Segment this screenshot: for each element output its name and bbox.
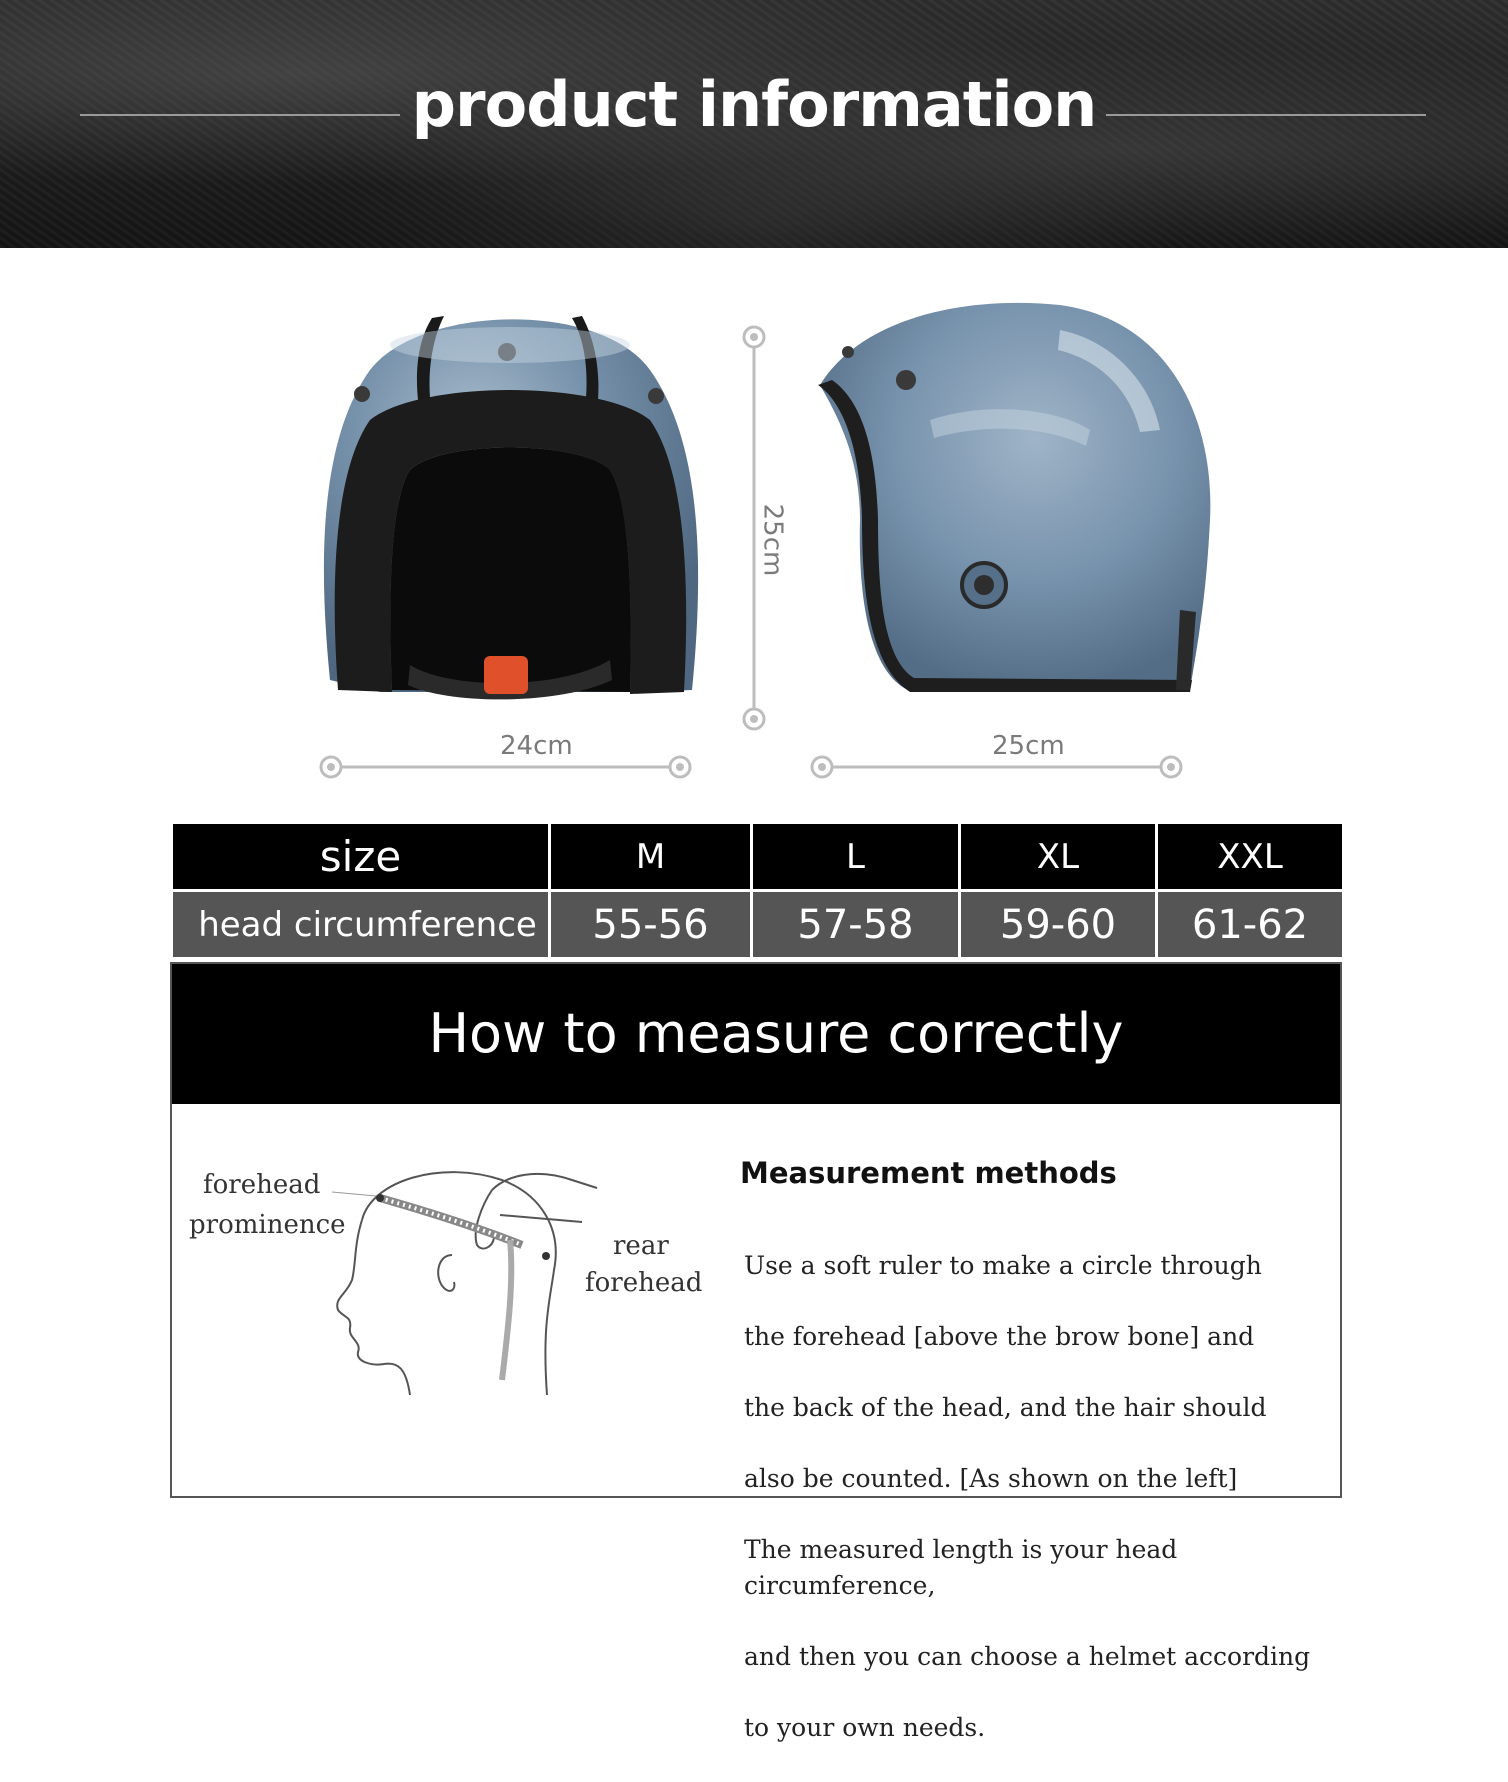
- methods-line: the forehead [above the brow bone] and: [744, 1321, 1255, 1351]
- methods-line: and then you can choose a helmet according: [744, 1642, 1311, 1672]
- methods-title: Measurement methods: [740, 1156, 1117, 1190]
- page-title: product information: [411, 68, 1097, 141]
- methods-line: the back of the head, and the hair should: [744, 1392, 1267, 1422]
- label-rear-forehead: forehead: [585, 1268, 703, 1298]
- helmet-images: [0, 248, 1508, 818]
- size-table: [170, 821, 1345, 960]
- side-helmet: [818, 303, 1210, 692]
- circumference-cell: 59-60: [960, 891, 1157, 959]
- label-rear: rear: [613, 1231, 669, 1261]
- front-helmet: [324, 316, 698, 699]
- circumference-row-header: head circumference: [172, 891, 550, 959]
- size-cell: XL: [960, 823, 1157, 891]
- height-label: 25cm: [757, 503, 788, 577]
- methods-line: to your own needs.: [744, 1713, 986, 1743]
- circumference-row: [172, 891, 1344, 959]
- methods-line: also be counted. [As shown on the left]: [744, 1464, 1238, 1494]
- size-row: [172, 823, 1344, 891]
- methods-body: [744, 1212, 1334, 1782]
- measure-header: [172, 964, 1340, 1104]
- header-rule-right: [1106, 114, 1426, 116]
- methods-line: Use a soft ruler to make a circle through: [744, 1250, 1262, 1280]
- side-width-label: 25cm: [992, 731, 1065, 761]
- helmet-illustrations: [0, 248, 1508, 818]
- label-prominence: prominence: [189, 1210, 346, 1240]
- measure-title: How to measure correctly: [428, 1002, 1124, 1065]
- size-cell: M: [550, 823, 752, 891]
- label-forehead: forehead: [203, 1170, 321, 1200]
- size-row-header: size: [172, 823, 550, 891]
- front-width-label: 24cm: [500, 731, 573, 761]
- header-banner: [0, 0, 1508, 248]
- methods-line: The measured length is your head circumference,: [744, 1535, 1178, 1600]
- measure-section: [170, 962, 1342, 1743]
- circumference-cell: 61-62: [1157, 891, 1344, 959]
- circumference-cell: 57-58: [752, 891, 960, 959]
- size-cell: XXL: [1157, 823, 1344, 891]
- size-cell: L: [752, 823, 960, 891]
- circumference-cell: 55-56: [550, 891, 752, 959]
